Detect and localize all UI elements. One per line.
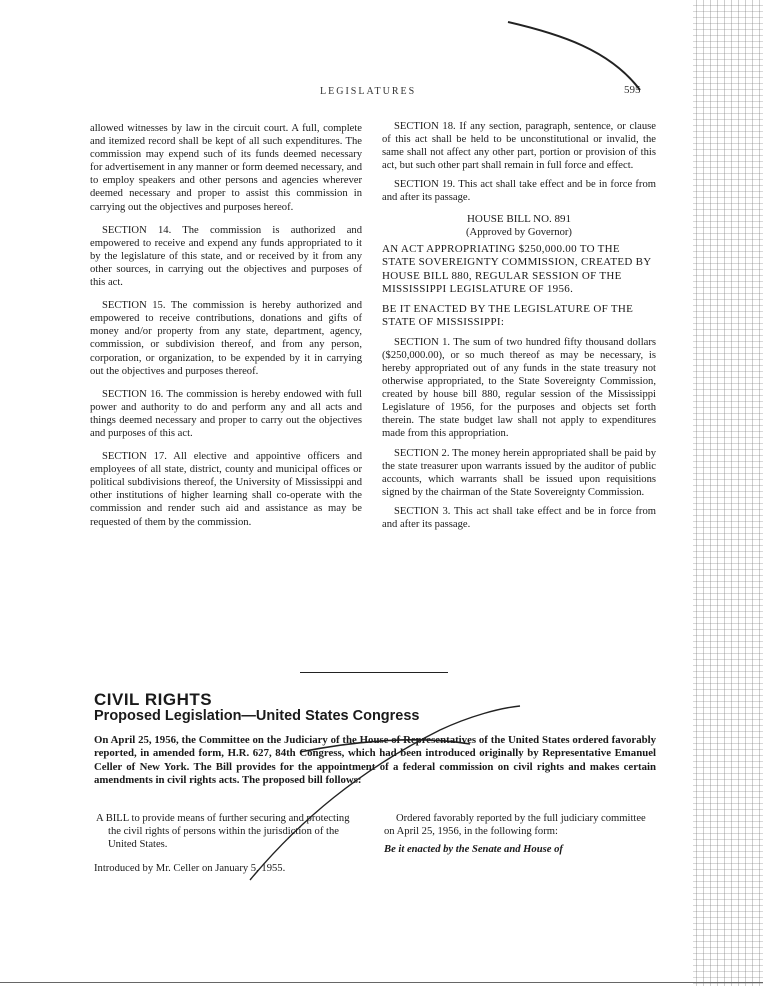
ordered-note: Ordered favorably reported by the full judiciary committee on April 25, 1956, in the following form: bbox=[384, 813, 646, 838]
appropriation-section-1: SECTION 1. The sum of two hundred fifty thousand dollars ($250,000.00), or so much thereof as may be necessary, is hereby appropriated out of any funds in the state treasury not otherwise appropriated, to the State Sovereignty Commission, created by house bill 880, regular session of the Mississippi Legislature of 1956, for the purposes and objects set forth therein. The state budget law shall not apply to expenditures made from this appropriation. bbox=[382, 336, 656, 440]
section-15: SECTION 15. The commission is hereby authorized and empowered to receive contributions, donations and gifts of money and/or property from any state, department, agency, commission, or subdivision thereof, and from any person, corporation, or organization, to be expended by it in carrying out the objectives and purposes thereof. bbox=[90, 300, 362, 377]
appropriation-section-2: SECTION 2. The money herein appropriated shall be paid by the state treasurer upon warrants issued by the auditor of public accounts, which warrants shall be issued upon requisitions signed by the chairman of the State Sovereignty Commission. bbox=[382, 447, 656, 498]
enacting-clause: BE IT ENACTED BY THE LEGISLATURE OF THE STATE OF MISSISSIPPI: bbox=[382, 302, 634, 329]
right-column bbox=[382, 120, 656, 537]
civil-rights-intro: On April 25, 1956, the Committee on the Judiciary of the House of Representatives of the United States ordered favorably reported, in amended form, H.R. 627, 84th Congress, which had been introduced originally by Representative Emanuel Celler of New York. The Bill provides for the appointment of a federal commission on civil rights and makes certain amendments in civil rights acts. The proposed bill follows: bbox=[94, 734, 656, 787]
approved-note: (Approved by Governor) bbox=[466, 226, 572, 238]
page-number: 595 bbox=[624, 84, 641, 96]
section-19: SECTION 19. This act shall take effect and be in force from and after its passage. bbox=[382, 179, 656, 204]
section-divider bbox=[300, 672, 448, 673]
bill-description: A BILL to provide means of further securing and protecting the civil rights of persons within the jurisdiction of the United States. bbox=[96, 813, 350, 851]
section-14: SECTION 14. The commission is authorized and empowered to receive and expend any funds appropriated to it by the legislature of this state, and or received by it from any other sources, in carrying out the objectives and purposes of this act. bbox=[90, 224, 362, 289]
section-18: SECTION 18. If any section, paragraph, sentence, or clause of this act shall be held to be unconstitutional or invalid, the same shall not affect any other part, portion or provision of this act, but such other part shall remain in full force and effect. bbox=[382, 121, 656, 172]
bill-right-column bbox=[384, 812, 656, 862]
civil-rights-subheading: Proposed Legislation—United States Congress bbox=[94, 708, 420, 724]
introduced-note: Introduced by Mr. Celler on January 5, 1955. bbox=[94, 862, 286, 874]
civil-rights-heading: CIVIL RIGHTS bbox=[94, 690, 213, 709]
bill-title: HOUSE BILL NO. 891 bbox=[466, 212, 572, 225]
appropriation-section-3: SECTION 3. This act shall take effect and be in force from and after its passage. bbox=[382, 505, 656, 530]
running-head: LEGISLATURES bbox=[320, 86, 417, 97]
left-column bbox=[90, 122, 362, 539]
scan-noise-edge bbox=[693, 0, 763, 986]
section-16: SECTION 16. The commission is hereby endowed with full power and authority to do and perform any and all acts and things deemed necessary and proper to carry out the objectives and purposes of this act. bbox=[90, 388, 362, 439]
act-title: AN ACT APPROPRIATING $250,000.00 TO THE STATE SOVEREIGNTY COMMISSION, CREATED BY HOUSE BILL 880, REGULAR SESSION OF THE MISSISSIPPI LEGISLATURE OF 1956. bbox=[382, 242, 652, 296]
bill-left-column bbox=[94, 812, 364, 885]
enacting-line: Be it enacted by the Senate and House of bbox=[384, 844, 563, 856]
scan-bottom-edge bbox=[0, 982, 763, 983]
section-17: SECTION 17. All elective and appointive officers and employees of all state, district, county and municipal offices or political subdivisions thereof, the University of Mississippi and other institutions of higher learning shall co-operate with the commission and render such aid and assistance as may be requested of them by the commission. bbox=[90, 451, 362, 528]
paragraph-continuation: allowed witnesses by law in the circuit court. A full, complete and itemized record shall be kept of all such expenditures. The commission may expend such of its funds deemed necessary for advertisement in any manner or form deemed necessary, and to employ speakers and other persons and agencies wherever deemed necessary and proper to assist this commission in carrying out the objectives and purposes hereof. bbox=[90, 123, 362, 213]
